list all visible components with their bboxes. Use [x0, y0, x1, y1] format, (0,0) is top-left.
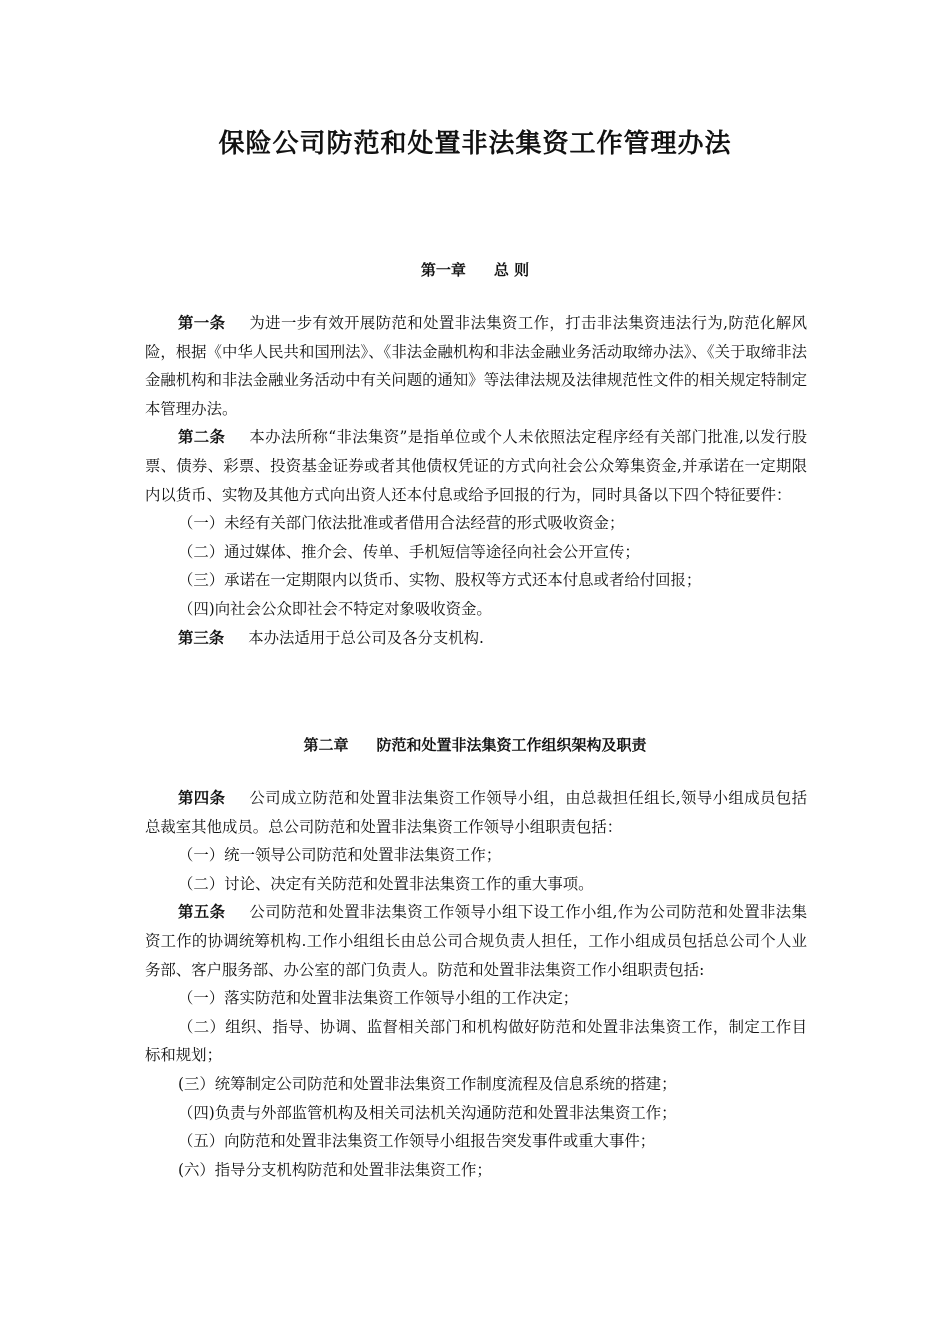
- list-item: （四)负责与外部监管机构及相关司法机关沟通防范和处置非法集资工作；: [178, 1103, 677, 1122]
- article-label: 第二条: [178, 428, 226, 447]
- chapter-name: 总 则: [493, 261, 530, 279]
- list-item: （五）向防范和处置非法集资工作领导小组报告突发事件或重大事件；: [178, 1132, 656, 1151]
- chapter-heading-1: [0, 258, 950, 282]
- list-item: （二）通过媒体、推介会、传单、手机短信等途径向社会公开宣传；: [178, 542, 640, 561]
- article-3: [145, 624, 807, 653]
- chapter-number: 第二章: [303, 736, 349, 754]
- chapter-heading-2: [0, 733, 950, 757]
- list-item: （一）落实防范和处置非法集资工作领导小组的工作决定；: [178, 989, 579, 1008]
- article-text: 公司防范和处置非法集资工作领导小组下设工作小组,作为公司防范和处置非法集资工作的协调统筹机构.工作小组组长由总公司合规负责人担任，工作小组成员包括总公司个人业务部、客户服务部、办公室的部门负责人。防范和处置非法集资工作小组职责包括:: [145, 903, 807, 979]
- article-label: 第一条: [178, 314, 226, 332]
- article-label: 第五条: [178, 903, 226, 922]
- article-text: 本办法所称“非法集资”是指单位或个人未依照法定程序经有关部门批准,以发行股票、债券、彩票、投资基金证券或者其他债权凭证的方式向社会公众筹集资金,并承诺在一定期限内以货币、实物及其他方式向出资人还本付息或给予回报的行为，同时具备以下四个特征要件：: [145, 428, 807, 504]
- chapter-2-body: [145, 784, 807, 1184]
- article-4: [145, 784, 807, 841]
- list-item: （一）未经有关部门依法批准或者借用合法经营的形式吸收资金；: [178, 514, 625, 533]
- document-title: 保险公司防范和处置非法集资工作管理办法: [218, 129, 732, 159]
- article-2: [145, 423, 807, 509]
- list-item: (三）统筹制定公司防范和处置非法集资工作制度流程及信息系统的搭建；: [178, 1074, 677, 1093]
- chapter-1-body: [145, 309, 807, 652]
- article-label: 第三条: [178, 628, 225, 647]
- list-item: （四)向社会公众即社会不特定对象吸收资金。: [178, 599, 492, 618]
- list-item: （三）承诺在一定期限内以货币、实物、股权等方式还本付息或者给付回报；: [178, 571, 702, 590]
- article-text: 本办法适用于总公司及各分支机构.: [248, 628, 484, 647]
- article-text: 公司成立防范和处置非法集资工作领导小组，由总裁担任组长,领导小组成员包括总裁室其他成员。总公司防范和处置非法集资工作领导小组职责包括：: [145, 789, 807, 836]
- list-item: （二）讨论、决定有关防范和处置非法集资工作的重大事项。: [178, 874, 594, 893]
- article-label: 第四条: [178, 789, 226, 807]
- article-5: [145, 898, 807, 984]
- list-item: （二）组织、指导、协调、监督相关部门和机构做好防范和处置非法集资工作，制定工作目标和规划；: [145, 1017, 807, 1065]
- chapter-name: 防范和处置非法集资工作组织架构及职责: [376, 736, 647, 754]
- chapter-number: 第一章: [420, 261, 466, 279]
- article-1: [145, 309, 807, 423]
- article-text: 为进一步有效开展防范和处置非法集资工作，打击非法集资违法行为,防范化解风险，根据《中华人民共和国刑法》、《非法金融机构和非法金融业务活动取缔办法》、《关于取缔非法金融机构和非法金融业务活动中有关问题的通知》等法律法规及法律规范性文件的相关规定特制定本管理办法。: [145, 314, 807, 418]
- list-item: （一）统一领导公司防范和处置非法集资工作；: [178, 846, 502, 865]
- list-item: (六）指导分支机构防范和处置非法集资工作；: [178, 1160, 492, 1179]
